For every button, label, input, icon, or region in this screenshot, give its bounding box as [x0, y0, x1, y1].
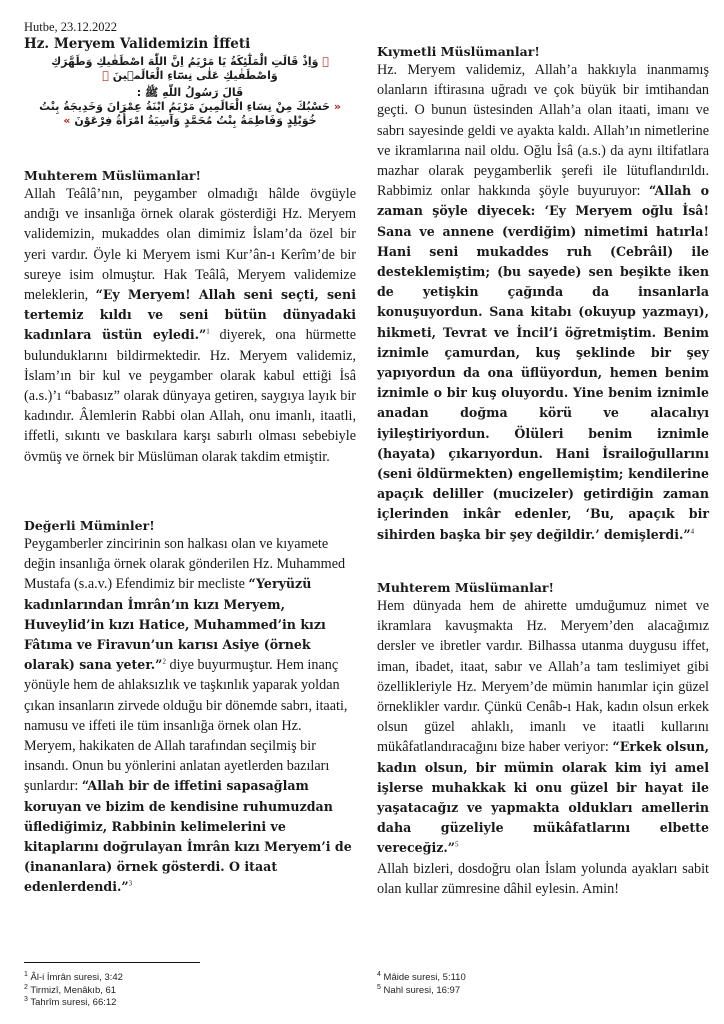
footnotes-right — [377, 972, 466, 997]
arabic-verse — [24, 55, 356, 83]
footnote-number: 2 — [24, 983, 28, 991]
footnote-4 — [377, 972, 466, 985]
footnote-ref: 4 — [690, 526, 695, 535]
paragraph-text: diye buyurmuştur. Hem inanç yönüyle hem de ahlaksızlık ve taşkınlık yaparak yoldan çıkan insanların zirvede olduğu bir dönemde sabrı, itaati, namusu ve iffeti ile tüm insanlığa örnek olan Hz. Meryem, hakikaten de Allah tarafından seçilmiş bir insandı. Onun bu yönlerini anlatan ayetlerden bazıları şunlardır: — [24, 657, 348, 795]
arabic-hadith — [24, 100, 356, 128]
section-heading: Değerli Müminler! — [24, 518, 155, 533]
quote-text: “Allah bir de iffetini sapasağlam koruyan ve bizim de kendisine ruhumuzdan üflediğimiz, Rabbinin kelimelerini ve kitaplarını doğrulayan İmrân kızı Meryem’i de (inananlara) örnek gösterdi. O itaat edenlerdendi.” — [24, 778, 352, 895]
document-date: Hutbe, 23.12.2022 — [24, 20, 118, 34]
paragraph-text: Peygamberler zincirinin son halkası olan ve kıyamete değin insanlığa örnek olarak gönderilen Hz. Muhammed Mustafa (s.a.v.) Efendimiz bir mecliste — [24, 536, 346, 593]
footnote-1 — [24, 972, 123, 985]
paragraph-text: Hem dünyada hem de ahirette umduğumuz nimet ve ikramlara kavuşmakta Hz. Meryem’den alacağımız dersler ve ibretler vardır. Bilhassa utanma duygusu iffet, iman, ibadet, itaat, sabır ve Allah’a tam teslimiyet gibi özellikleriyle Hz. Meryem’de mümin hanımlar için güzel örneklikler vardır. Çünkü Cenâb-ı Hak, kadın olsun erkek olsun güzel ahlaklı, imanlı ve itaatli kullarını mükâfatlandıracağını bize haber veriyor: — [377, 598, 709, 756]
paragraph-text: Allah Teâlâ’nın, peygamber olmadığı hâlde övgüyle andığı ve insanlığa örnek olarak gösterdiği Hz. Meryem validemizin, mukaddes olan dimimiz İslam’da özel bir yeri vardır. Öyle ki Meryem ismi Kur’ân-ı Kerîm’de bir sureye isim olmuştur. Hak Teâlâ, Meryem validemize meleklerin, — [24, 186, 356, 304]
closing-prayer: Allah bizleri, dosdoğru olan İslam yolunda ayakları sabit olan kullar zümresine dâhil eylesin. Amin! — [377, 860, 709, 897]
verse-close-bracket: ﴾ — [102, 69, 109, 82]
footnote-text: Âl-i İmrân suresi, 3:42 — [30, 972, 123, 983]
arabic-hadith-intro: قَالَ رَسُولُ اللّٰهِ ﷺ : — [136, 86, 244, 99]
footnote-ref: 1 — [206, 327, 210, 336]
section-paragraph — [24, 184, 356, 467]
arabic-verse-text: وَاِذْ قَالَتِ الْمَلٰٓئِكَةُ يَا مَرْيَمُ اِنَّ اللّٰهَ اصْطَفٰيكِ وَطَهَّرَكِ وَاصْطَفٰيكِ عَلٰى نِسَٓاءِ الْعَالَم۪ينَ — [51, 55, 319, 82]
footnote-text: Tirmizî, Menâkıb, 61 — [30, 984, 117, 996]
section-degerli — [24, 518, 356, 898]
document-title: Hz. Meryem Validemizin İffeti — [24, 36, 251, 52]
section-muhterem-1 — [24, 168, 356, 467]
footnote-ref: 2 — [162, 657, 166, 666]
footnote-5 — [377, 985, 466, 998]
footnote-number: 3 — [24, 995, 28, 1003]
footnote-3 — [24, 997, 123, 1010]
quote-text: “Ey Meryem! Allah seni seçti, seni tertemiz kıldı ve seni bütün dünyadaki kadınlara üstün eyledi.” — [24, 287, 356, 343]
section-muhterem-2 — [377, 580, 709, 899]
footnote-ref: 5 — [455, 840, 459, 849]
footnote-ref: 3 — [128, 879, 133, 888]
footnote-divider — [24, 962, 200, 963]
quote-text: “Erkek olsun, kadın olsun, bir mümin olarak kim iyi amel işlerse muhakkak ki onu güzel bir hayat ile yaşatacağız ve yapmakta oldukları amellerin daha güzeliyle mükâfatlarını elbette vereceğiz.” — [377, 739, 709, 856]
paragraph-text: Hz. Meryem validemiz, Allah’a hakkıyla inanmamış olanların iftirasına uğradı ve çok büyük bir imtihandan geçti. O bunun üstesinden Allah’a olan itaati, imanı ve sabrı sayesinde geldi ve ayakta kaldı. Allah’ın nimetlerine ve ikramlarına nail oldu. Oğlu İsâ (a.s.) da aynı iltifatlara mazhar olarak peygamberlik şerefi ile lütuflandırıldı. Rabbimiz onlar hakkında şöyle buyuruyor: — [377, 62, 709, 200]
quote-text: “Yeryüzü kadınlarından İmrân’ın kızı Meryem, Huveylid’in kızı Hatice, Muhammed’in kızı Fâtıma ve Firavun’un karısı Asiye (örnek olarak) sana yeter.” — [24, 576, 326, 673]
footnotes-left — [24, 972, 123, 1010]
section-paragraph — [377, 60, 709, 545]
footnote-text: Mâide suresi, 5:110 — [383, 972, 466, 983]
footnote-2 — [24, 985, 123, 998]
section-paragraph — [377, 596, 709, 859]
section-heading: Muhterem Müslümanlar! — [377, 580, 554, 595]
section-heading: Kıymetli Müslümanlar! — [377, 44, 540, 59]
footnote-number: 1 — [24, 970, 28, 978]
section-kiymetli — [377, 44, 709, 545]
paragraph-text: diyerek, ona hürmette bulunduklarını bildirmektedir. Hz. Meryem validemiz, İslam’ın bir kul ve peygamber olarak kabul ettiği İsâ (a.s.)’ı “babasız” olarak dünyaya getiren, saygıya layık bir kadındır. Âlemlerin Rabbi olan Allah, onu imanlı, itaatli, iffetli, sıkıntı ve baskılara karşı sabırlı olması sebebiyle övmüş ve örnek bir Müslüman olarak takdim etmiştir. — [24, 327, 356, 465]
hadith-open-quote: « — [333, 100, 341, 113]
footnote-text: Tahrîm suresi, 66:12 — [30, 997, 117, 1008]
arabic-hadith-text: حَسْبُكَ مِنْ نِسَاءِ الْعَالَمِينَ مَرْيَمُ ابْنَةُ عِمْرَانَ وَخَدِيجَةُ بِنْتُ خُوَيْلِدٍ وَفَاطِمَةُ بِنْتُ مُحَمَّدٍ وَآسِيَةُ امْرَأَةُ فِرْعَوْنَ — [39, 100, 330, 127]
quote-text: “Allah o zaman şöyle diyecek: ‘Ey Meryem oğlu İsâ! Sana ve annene (verdiğim) nimetimi hatırla! Hani seni mukaddes ruh (Cebrâil) ile desteklemiştim; (bu sayede) sen beşikte iken de yetişkin çağında da insanlarla konuşuyordun. Sana kitabı (okuyup yazmayı), hikmeti, Tevrat ve İncil’i öğretmiştim. Benim iznimle çamurdan, kuş şeklinde bir şey yapıyordun da ona üflüyordun, hemen benim iznimle o bir kuş oluyordu. Yine benim iznimle anadan doğma körü ve alacalıyı iyileştiriyordun. Ölüleri benim iznimle (hayata) çıkarıyordun. Hani İsrailoğullarını (seni öldürmekten) engellemiştim; kendilerine apaçık deliller (mucizeler) getirdiğin zaman içlerinden inkâr edenler, ‘Bu, apaçık bir sihirden başka bir şey değildir.’ demişlerdi.” — [377, 183, 709, 542]
verse-open-bracket: ﴿ — [322, 55, 329, 68]
footnote-text: Nahl suresi, 16:97 — [383, 984, 461, 996]
section-paragraph — [24, 534, 356, 898]
footnote-number: 5 — [377, 983, 381, 991]
hadith-close-quote: » — [63, 114, 71, 127]
section-heading: Muhterem Müslümanlar! — [24, 168, 201, 183]
footnote-number: 4 — [377, 970, 381, 978]
